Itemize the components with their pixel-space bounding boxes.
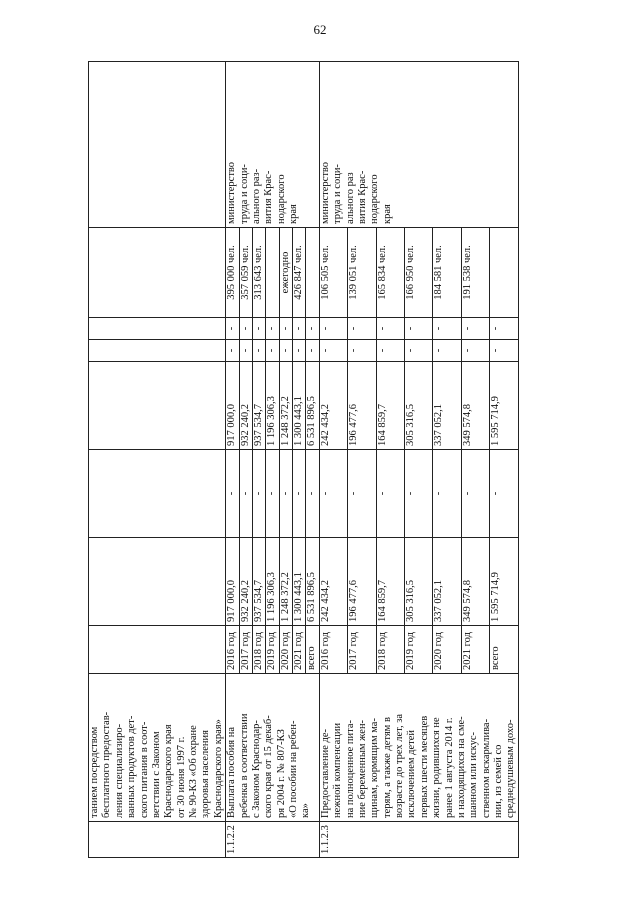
year-cell: 2016 год [319,626,347,674]
total-cell: 1 595 714,9 [490,538,518,626]
regional-cell: 1 196 306,3 [266,362,279,450]
text-line: ванных продуктов дет- [126,715,138,818]
empty-cell [89,318,226,340]
local-cell: - [226,340,239,362]
text-line: ления специализиро- [113,723,125,818]
local-cell: - [279,340,292,362]
local-cell: - [266,340,279,362]
text-line: первых шести месяцев [418,715,430,818]
other-cell: - [226,318,239,340]
federal-cell: - [405,450,433,538]
federal-cell: - [293,450,306,538]
executor-cell [319,62,518,228]
total-cell: 937 534,7 [252,538,265,626]
empty-cell [89,340,226,362]
text-line: ветствии с Законом [150,731,162,818]
regional-cell: 337 052,1 [433,362,461,450]
section-description [226,674,320,822]
empty-cell [89,62,226,228]
text-line: министерство [319,161,331,224]
federal-cell: - [433,450,461,538]
text-line: № 90-КЗ «Об охране [188,725,199,818]
regional-cell: 937 534,7 [252,362,265,450]
text-line: Краснодарского края» [212,719,224,818]
text-line: труда и соци- [238,164,250,224]
indicator-cell: 426 847 чел. [293,228,306,318]
federal-cell: - [226,450,239,538]
other-cell: - [266,318,279,340]
year-cell: 2018 год [252,626,265,674]
total-cell: 337 052,1 [433,538,461,626]
regional-cell: 932 240,2 [239,362,252,450]
local-cell: - [348,340,376,362]
local-cell: - [376,340,404,362]
other-cell: - [293,318,306,340]
other-cell: - [490,318,518,340]
indicator-cell: 184 581 чел. [433,228,461,318]
regional-cell: 1 248 372,2 [279,362,292,450]
other-cell: - [306,318,319,340]
text-line: исключением детей [406,729,418,818]
local-cell: - [433,340,461,362]
regional-cell: 1 300 443,1 [293,362,306,450]
text-line: труда и соци- [332,164,344,224]
year-cell: 2017 год [348,626,376,674]
text-line: среднедушевым дохо- [505,719,517,818]
other-cell: - [348,318,376,340]
federal-cell: - [490,450,518,538]
regional-cell: 349 574,8 [461,362,489,450]
local-cell: - [252,340,265,362]
text-line: нодарского [369,174,381,224]
empty-cell [89,450,226,538]
federal-cell: - [461,450,489,538]
text-line: шанном или искус- [468,731,480,818]
table-row [226,62,239,858]
text-line: ря 2004 г. № 807-КЗ [275,729,287,818]
text-line: края [381,204,393,224]
local-cell: - [239,340,252,362]
regional-cell: 164 859,7 [376,362,404,450]
total-cell: 6 531 896,5 [306,538,319,626]
federal-cell: - [319,450,347,538]
text-line: края [288,204,299,224]
section-number: 1.1.2.3 [319,822,518,858]
local-cell: - [319,340,347,362]
text-line: от 30 июня 1997 г. [175,736,187,818]
total-cell: 305 316,5 [405,538,433,626]
federal-cell: - [376,450,404,538]
text-line: бесплатного предостав- [101,711,113,818]
total-cell: 917 000,0 [226,538,239,626]
empty-cell [89,228,226,318]
local-cell: - [306,340,319,362]
other-cell: - [405,318,433,340]
text-line: ального раз [344,172,356,224]
year-cell: всего [306,626,319,674]
year-cell: 2019 год [405,626,433,674]
federal-cell: - [266,450,279,538]
text-line: ребенка в соответствии [238,713,250,818]
empty-cell [89,626,226,674]
text-line: ка» [300,803,312,818]
indicator-cell: 165 834 чел. [376,228,404,318]
text-line: ского края от 15 декаб- [263,715,275,818]
year-cell: 2017 год [239,626,252,674]
total-cell: 164 859,7 [376,538,404,626]
text-line: Краснодарского края [163,724,175,818]
indicator-cell [266,228,279,318]
num-cell [89,822,226,858]
total-cell: 1 300 443,1 [293,538,306,626]
year-cell: 2019 год [266,626,279,674]
indicator-cell: 357 059 чел. [239,228,252,318]
text-line: вития Крас- [263,170,275,224]
indicator-cell: 139 051 чел. [348,228,376,318]
text-line: ского питания в соот- [138,721,150,818]
text-line: нежной компенсации [332,722,344,818]
other-cell: - [461,318,489,340]
other-cell: - [252,318,265,340]
total-cell: 1 196 306,3 [266,538,279,626]
rotated-table-page [88,62,520,858]
section-description [319,674,518,822]
regional-cell: 1 595 714,9 [490,362,518,450]
year-cell: 2018 год [376,626,404,674]
year-cell: 2020 год [279,626,292,674]
text-line: нодарского [275,174,287,224]
federal-cell: - [252,450,265,538]
indicator-cell: 313 643 чел. [252,228,265,318]
text-line: ранее 1 августа 2014 г. [443,717,455,818]
federal-cell: - [279,450,292,538]
empty-cell [89,362,226,450]
text-line: ственном вскармлива- [480,718,492,818]
regional-cell: 242 434,2 [319,362,347,450]
other-cell: - [376,318,404,340]
other-cell: - [319,318,347,340]
total-cell: 1 248 372,2 [279,538,292,626]
federal-cell: - [239,450,252,538]
continued-row [89,62,226,858]
other-cell: - [279,318,292,340]
total-cell: 196 477,6 [348,538,376,626]
indicator-cell: ежегодно [279,228,292,318]
federal-cell: - [306,450,319,538]
text-line: Предоставление де- [319,729,331,818]
indicator-cell: 106 505 чел. [319,228,347,318]
total-cell: 242 434,2 [319,538,347,626]
empty-cell [89,538,226,626]
year-cell: 2020 год [433,626,461,674]
text-line: возрасте до трех лет, за [394,713,405,818]
regional-cell: 6 531 896,5 [306,362,319,450]
text-line: и находящихся на сме- [455,716,467,818]
year-cell: всего [490,626,518,674]
indicator-cell [490,228,518,318]
text-line: Выплата пособия на [226,726,238,818]
indicator-cell: 191 538 чел. [461,228,489,318]
text-line: министерство [226,161,238,224]
total-cell: 349 574,8 [461,538,489,626]
text-line: терям, а также детям в [381,717,393,818]
regional-cell: 917 000,0 [226,362,239,450]
text-line: «О пособии на ребен- [288,720,299,818]
description-cell [89,674,226,822]
text-line: ние беременным жен- [356,719,368,818]
table-row [319,62,347,858]
text-line: жизни, родившихся не [431,717,443,818]
executor-cell [226,62,320,228]
text-line: танием посредством [89,726,100,818]
year-cell: 2021 год [293,626,306,674]
text-line: вития Крас- [356,170,368,224]
indicator-cell: 166 950 чел. [405,228,433,318]
text-line: нии, из семей со [493,744,504,818]
text-line: на полноценное пита- [344,719,356,818]
text-line: здоровья населения [200,730,212,818]
local-cell: - [490,340,518,362]
year-cell: 2016 год [226,626,239,674]
year-cell: 2021 год [461,626,489,674]
text-line: с Законом Краснодар- [250,720,262,818]
program-table [88,61,519,858]
local-cell: - [405,340,433,362]
page-number: 62 [313,22,327,37]
regional-cell: 305 316,5 [405,362,433,450]
indicator-cell [306,228,319,318]
total-cell: 932 240,2 [239,538,252,626]
text-line: щинам, кормящим ма- [369,718,381,818]
text-line: ального раз- [250,168,262,224]
other-cell: - [433,318,461,340]
regional-cell: 196 477,6 [348,362,376,450]
indicator-cell: 395 000 чел. [226,228,239,318]
local-cell: - [461,340,489,362]
local-cell: - [293,340,306,362]
other-cell: - [239,318,252,340]
federal-cell: - [348,450,376,538]
section-number: 1.1.2.2 [226,822,320,858]
